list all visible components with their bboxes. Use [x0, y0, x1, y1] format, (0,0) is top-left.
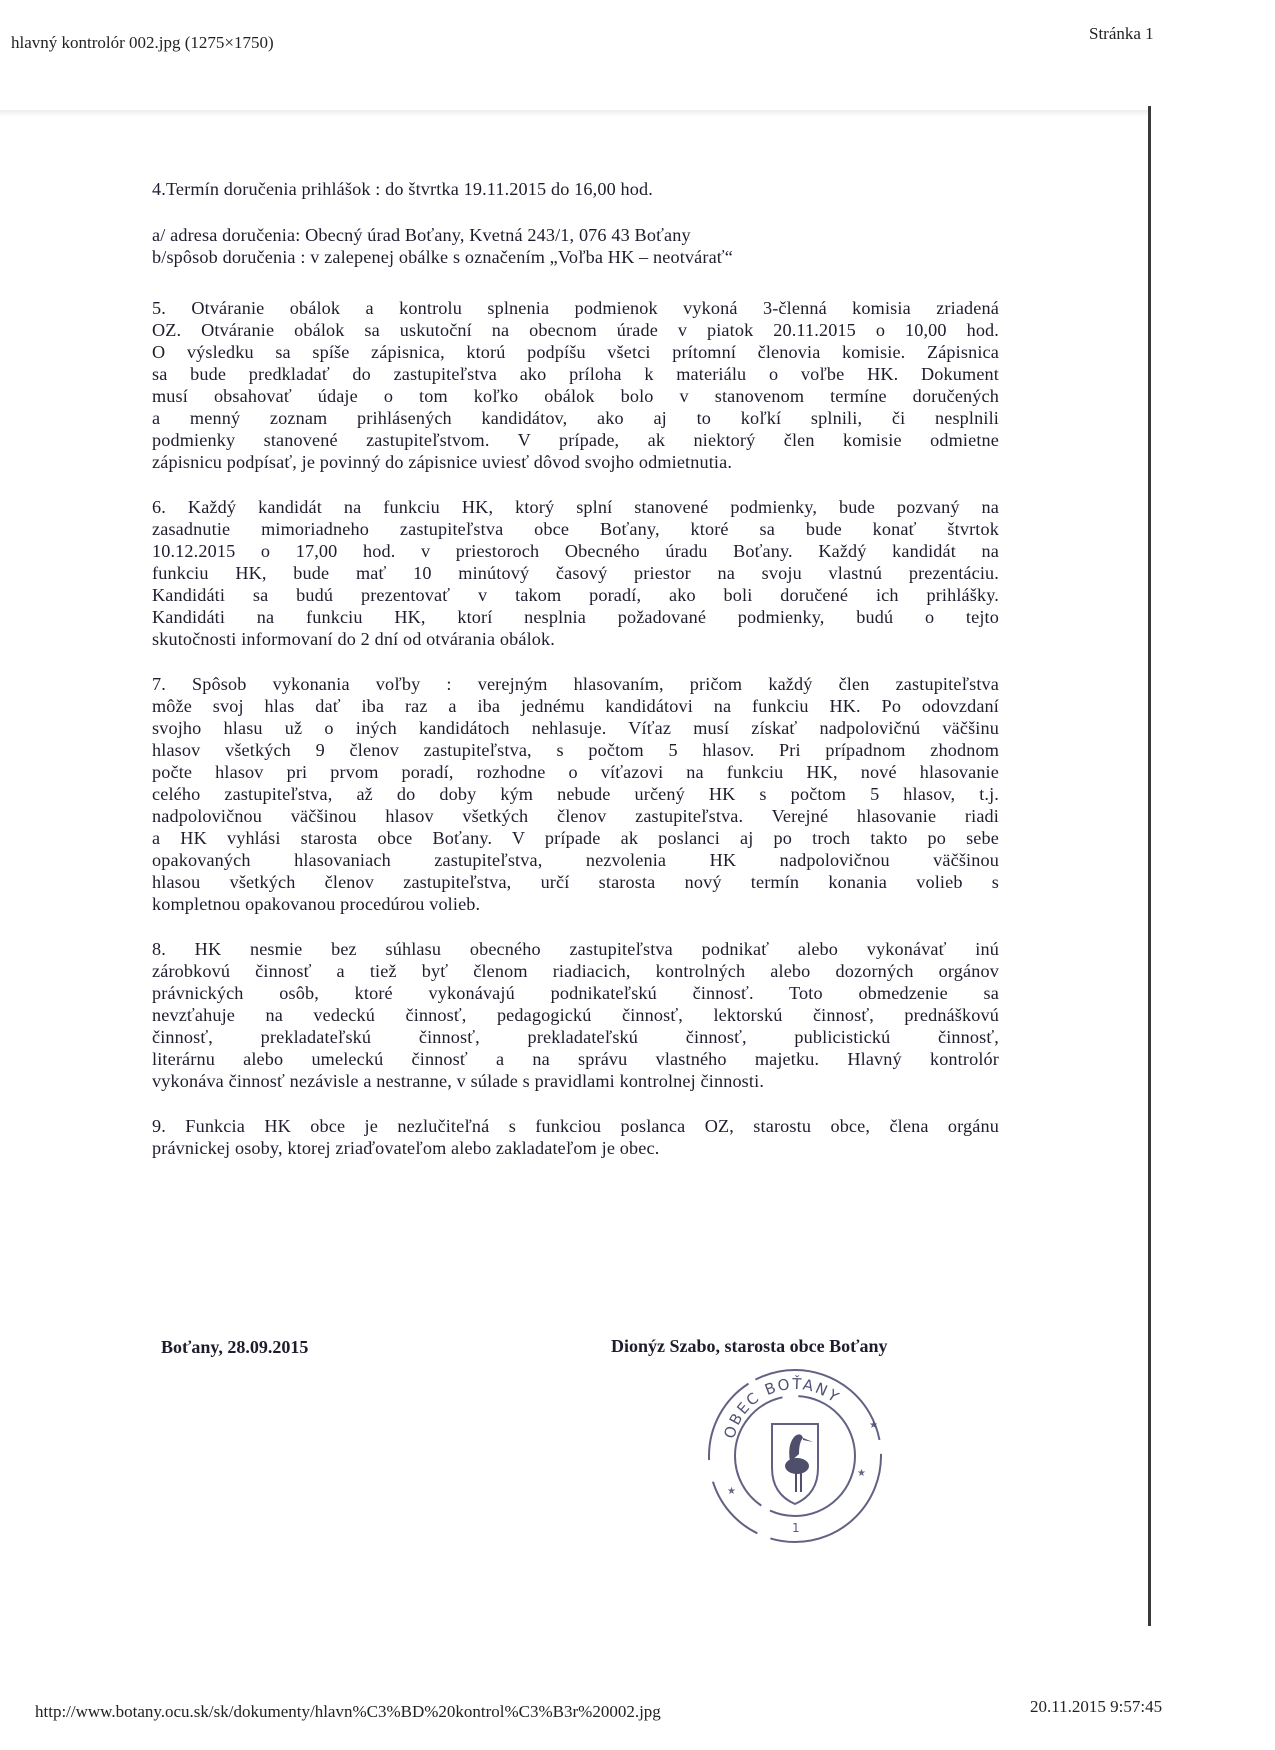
paragraph-line: právnickej osoby, ktorej zriaďovateľom alebo zakladateľom je obec. — [152, 1138, 660, 1158]
paragraph-line: musí obsahovať údaje o tom koľko obálok bolo v stanovenom termíne doručených — [152, 386, 999, 406]
paragraph-line: 7. Spôsob vykonania voľby : verejným hlasovaním, pričom každý člen zastupiteľstva — [152, 674, 999, 694]
paragraph-line: počte hlasov pri prvom poradí, rozhodne o víťazovi na funkciu HK, nové hlasovanie — [152, 762, 999, 782]
paragraph-line: 8. HK nesmie bez súhlasu obecného zastupiteľstva podnikať alebo vykonávať inú — [152, 939, 999, 959]
paragraph-line: 9. Funkcia HK obce je nezlučiteľná s funkciou poslanca OZ, starostu obce, člena orgánu — [152, 1116, 999, 1136]
paragraph-line: zápisnicu podpísať, je povinný do zápisnice uviesť dôvod svojho odmietnutia. — [152, 452, 733, 472]
seal-star-left: ★ — [727, 1486, 736, 1497]
paragraph-line: OZ. Otváranie obálok sa uskutoční na obecnom úrade v piatok 20.11.2015 o 10,00 hod. — [152, 320, 999, 340]
section-5 — [152, 297, 999, 473]
paragraph-line: činnosť, prekladateľskú činnosť, prekladateľskú činnosť, publicistickú činnosť, — [152, 1027, 999, 1047]
paragraph-line: a menný zoznam prihlásených kandidátov, ako aj to koľkí splnili, či nesplnili — [152, 408, 999, 428]
paragraph-line: opakovaných hlasovaniach zastupiteľstva, nezvolenia HK nadpolovičnou väčšinou — [152, 850, 999, 870]
place-and-date: Boťany, 28.09.2015 — [161, 1337, 309, 1357]
seal-text: OBEC BOŤANY — [720, 1374, 844, 1441]
footer-timestamp: 20.11.2015 9:57:45 — [1030, 1697, 1163, 1716]
paragraph-line: zasadnutie mimoriadneho zastupiteľstva obce Boťany, ktoré sa bude konať štvrtok — [152, 519, 999, 539]
page-number: Stránka 1 — [1089, 24, 1154, 43]
paragraph-line: môže svoj hlas dať iba raz a iba jednému kandidátovi na funkciu HK. Po odovzdaní — [152, 696, 999, 716]
paragraph-line: právnických osôb, ktoré vykonávajú podnikateľskú činnosť. Toto obmedzenie sa — [152, 983, 999, 1003]
municipal-seal-stamp — [695, 1356, 895, 1546]
paragraph-line: skutočnosti informovaní do 2 dní od otvárania obálok. — [152, 629, 555, 649]
file-title: hlavný kontrolór 002.jpg (1275×1750) — [11, 33, 274, 52]
section-4-heading: 4.Termín doručenia prihlášok : do štvrtka 19.11.2015 do 16,00 hod. — [152, 179, 653, 199]
paragraph-line: hlasov všetkých 9 členov zastupiteľstva, s počtom 5 hlasov. Pri prípadnom zhodnom — [152, 740, 999, 760]
paragraph-line: 10.12.2015 o 17,00 hod. v priestoroch Obecného úradu Boťany. Každý kandidát na — [152, 541, 999, 561]
section-6 — [152, 496, 999, 650]
paragraph-line: literárnu alebo umeleckú činnosť a na správu vlastného majetku. Hlavný kontrolór — [152, 1049, 999, 1069]
page-edge-line — [1148, 106, 1151, 1626]
paragraph-line: nadpolovičnou väčšinou hlasov všetkých členov zastupiteľstva. Verejné hlasovanie riadi — [152, 806, 999, 826]
paragraph-line: svojho hlasu už o iných kandidátoch nehlasuje. Víťaz musí získať nadpolovičnú väčšinu — [152, 718, 999, 738]
seal-star-right: ★ — [857, 1468, 866, 1479]
paragraph-line: O výsledku sa spíše zápisnica, ktorú podpíšu všetci prítomní členovia komisie. Zápisnica — [152, 342, 999, 362]
footer-url: http://www.botany.ocu.sk/sk/dokumenty/hlavn%C3%BD%20kontrol%C3%B3r%20002.jpg — [35, 1702, 661, 1721]
paragraph-line: kompletnou opakovanou procedúrou volieb. — [152, 894, 481, 914]
paragraph-line: hlasou všetkých členov zastupiteľstva, určí starosta nový termín konania volieb s — [152, 872, 999, 892]
section-7 — [152, 673, 999, 915]
section-8 — [152, 938, 999, 1092]
paragraph-line: 6. Každý kandidát na funkciu HK, ktorý splní stanovené podmienky, bude pozvaný na — [152, 497, 999, 517]
scan-shadow — [0, 110, 1148, 116]
paragraph-line: funkciu HK, bude mať 10 minútový časový priestor na svoju vlastnú prezentáciu. — [152, 563, 999, 583]
seal-star-top-right: ★ — [869, 1420, 878, 1431]
delivery-method: b/spôsob doručenia : v zalepenej obálke s označením „Voľba HK – neotvárať“ — [152, 247, 733, 267]
section-4-delivery — [152, 224, 999, 268]
paragraph-line: Kandidáti na funkciu HK, ktorí nesplnia požadované podmienky, budú o tejto — [152, 607, 999, 627]
paragraph-line: nevzťahuje na vedeckú činnosť, pedagogickú činnosť, lektorskú činnosť, prednáškovú — [152, 1005, 999, 1025]
paragraph-line: zárobkovú činnosť a tiež byť členom riadiacich, kontrolných alebo dozorných orgánov — [152, 961, 999, 981]
section-9 — [152, 1115, 999, 1159]
section-4 — [152, 178, 999, 200]
paragraph-line: celého zastupiteľstva, až do doby kým nebude určený HK s počtom 5 hlasov, t.j. — [152, 784, 999, 804]
signatory-name: Dionýz Szabo, starosta obce Boťany — [611, 1336, 888, 1356]
seal-number: 1 — [792, 1521, 800, 1535]
paragraph-line: Kandidáti sa budú prezentovať v takom poradí, ako boli doručené ich prihlášky. — [152, 585, 999, 605]
document-body — [152, 178, 999, 1182]
paragraph-line: a HK vyhlási starosta obce Boťany. V prípade ak poslanci aj po troch takto po sebe — [152, 828, 999, 848]
paragraph-line: 5. Otváranie obálok a kontrolu splnenia podmienok vykoná 3-členná komisia zriadená — [152, 298, 999, 318]
paragraph-line: podmienky stanovené zastupiteľstvom. V prípade, ak niektorý člen komisie odmietne — [152, 430, 999, 450]
paragraph-line: vykonáva činnosť nezávisle a nestranne, v súlade s pravidlami kontrolnej činnosti. — [152, 1071, 765, 1091]
paragraph-line: sa bude predkladať do zastupiteľstva ako príloha k materiálu o voľbe HK. Dokument — [152, 364, 999, 384]
delivery-address: a/ adresa doručenia: Obecný úrad Boťany, Kvetná 243/1, 076 43 Boťany — [152, 225, 691, 245]
